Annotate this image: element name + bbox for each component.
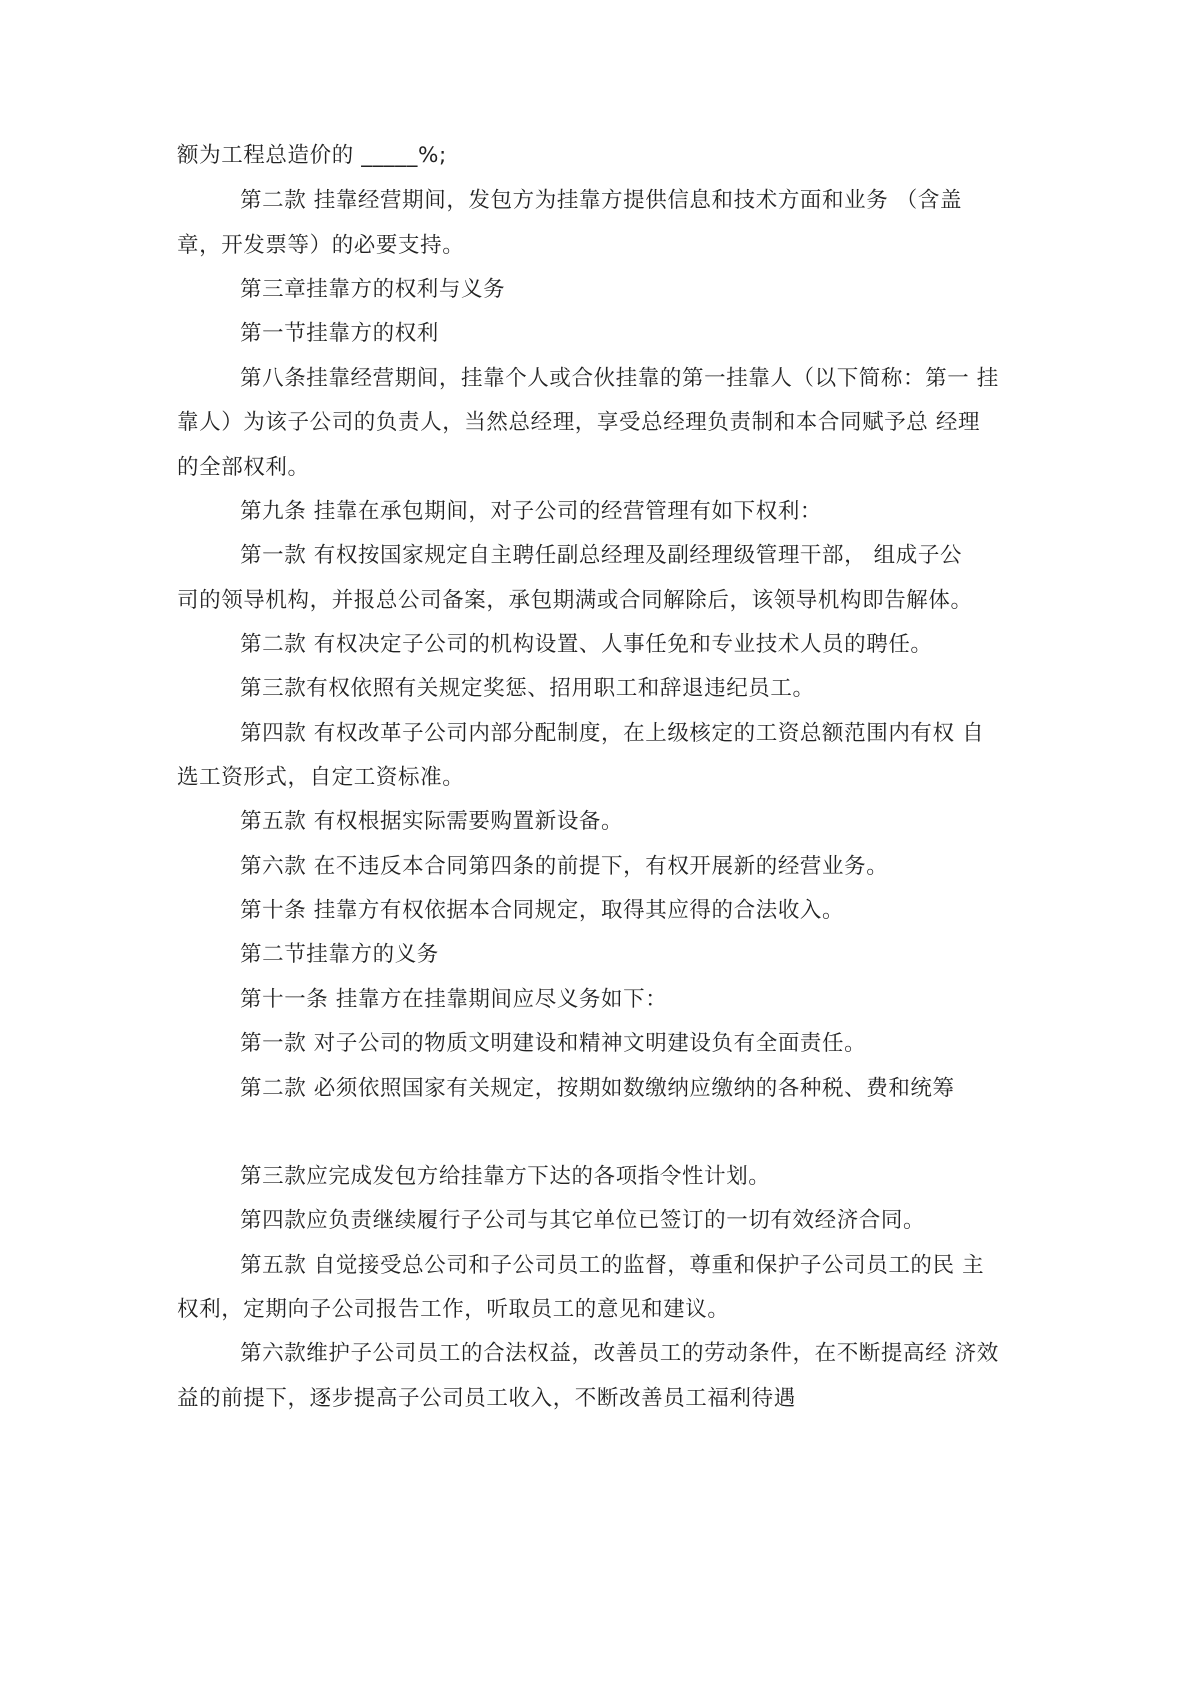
text-line: 第三款应完成发包方给挂靠方下达的各项指令性计划。	[240, 1164, 771, 1189]
text-line: 章，开发票等）的必要支持。	[177, 233, 465, 258]
text-line: 第五款 自觉接受总公司和子公司员工的监督，尊重和保护子公司员工的民 主	[240, 1253, 985, 1278]
text-line: 第二款 必须依照国家有关规定，按期如数缴纳应缴纳的各种税、费和统筹	[240, 1076, 955, 1101]
text-line: 第二款 有权决定子公司的机构设置、人事任免和专业技术人员的聘任。	[240, 632, 933, 657]
text-line: 第四款 有权改革子公司内部分配制度，在上级核定的工资总额范围内有权 自	[240, 721, 985, 746]
text-line: 靠人）为该子公司的负责人，当然总经理，享受总经理负责制和本合同赋予总 经理	[177, 410, 981, 435]
text-line: 第一款 有权按国家规定自主聘任副总经理及副经理级管理干部， 组成子公	[240, 543, 963, 568]
text-line: 司的领导机构，并报总公司备案，承包期满或合同解除后，该领导机构即告解体。	[177, 588, 973, 613]
section-heading: 第一节挂靠方的权利	[240, 321, 439, 346]
text-line: 第十一条 挂靠方在挂靠期间应尽义务如下：	[240, 987, 668, 1012]
section-heading: 第二节挂靠方的义务	[240, 942, 439, 967]
text-line: 第九条 挂靠在承包期间，对子公司的经营管理有如下权利：	[240, 499, 823, 524]
text-line: 第一款 对子公司的物质文明建设和精神文明建设负有全面责任。	[240, 1031, 867, 1056]
section-heading: 第三章挂靠方的权利与义务	[240, 277, 506, 302]
text-line: 额为工程总造价的 _____%;	[177, 143, 447, 168]
text-line: 的全部权利。	[177, 455, 310, 480]
text-line: 第六款维护子公司员工的合法权益，改善员工的劳动条件，在不断提高经 济效	[240, 1341, 999, 1366]
text-line: 选工资形式，自定工资标准。	[177, 765, 465, 790]
text-line: 权利，定期向子公司报告工作，听取员工的意见和建议。	[177, 1297, 730, 1322]
text-line: 第十条 挂靠方有权依据本合同规定，取得其应得的合法收入。	[240, 898, 845, 923]
text-line: 第四款应负责继续履行子公司与其它单位已签订的一切有效经济合同。	[240, 1208, 926, 1233]
text-line: 第八条挂靠经营期间，挂靠个人或合伙挂靠的第一挂靠人（以下简称：第一 挂	[240, 366, 999, 391]
text-line: 益的前提下，逐步提高子公司员工收入，不断改善员工福利待遇	[177, 1386, 796, 1411]
text-line: 第二款 挂靠经营期间，发包方为挂靠方提供信息和技术方面和业务 （含盖	[240, 188, 963, 213]
text-line: 第六款 在不违反本合同第四条的前提下，有权开展新的经营业务。	[240, 854, 889, 879]
text-line: 第三款有权依照有关规定奖惩、招用职工和辞退违纪员工。	[240, 676, 815, 701]
text-line: 第五款 有权根据实际需要购置新设备。	[240, 809, 624, 834]
